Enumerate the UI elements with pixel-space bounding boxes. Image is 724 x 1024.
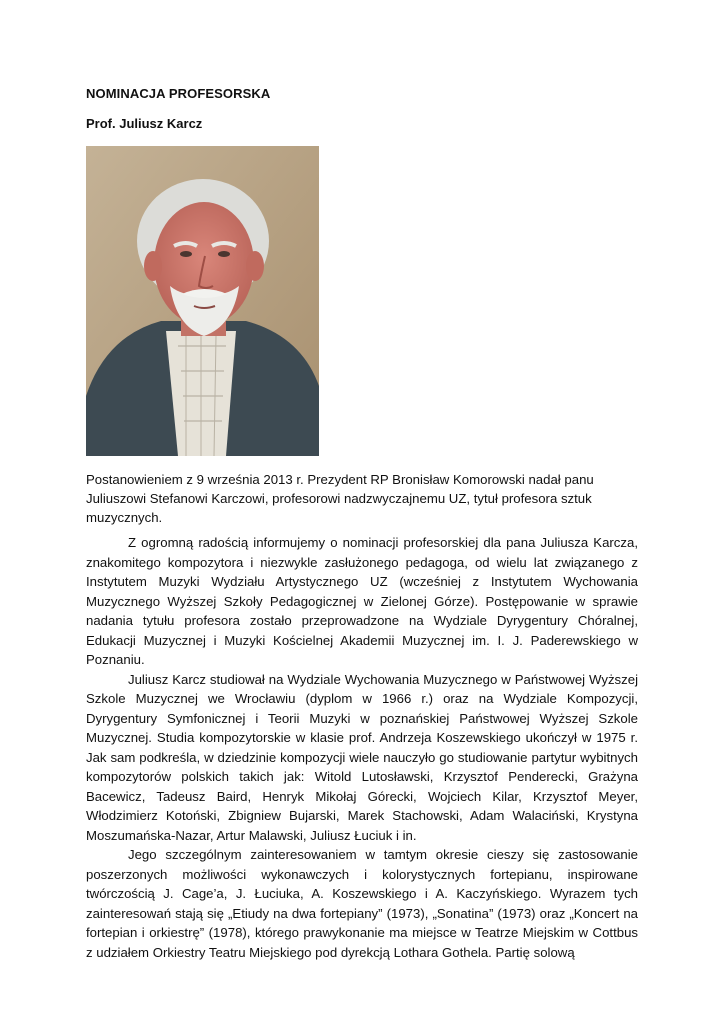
body-paragraph: Jego szczególnym zainteresowaniem w tamtym okresie cieszy się zastosowanie poszerzonych możliwości wykonawczych i kolorystycznych fortepianu, inspirowane twórczością J. Cage’a, J. Łuciuka, A. Koszewskiego i A. Kaczyńskiego. Wyrazem tych zainteresowań stają się „Etiudy na dwa fortepiany” (1973), „Sonatina” (1973) oraz „Koncert na fortepian i orkiestrę” (1978), którego prawykonanie ma miejsce w Teatrze Miejskim w Cottbus z udziałem Orkiestry Teatru Miejskiego pod dyrekcją Lothara Gothela. Partię solową — [86, 847, 638, 960]
body-paragraph: Z ogromną radością informujemy o nominacji profesorskiej dla pana Juliusza Karcza, znakomitego kompozytora i niezwykle zasłużonego pedagoga, od wielu lat związanego z Instytutem Muzyki Wydziału Artystycznego UZ (wcześniej z Instytutem Wychowania Muzycznego Wyższej Szkoły Pedagogicznej w Zielonej Górze). Postępowanie w sprawie nadania tytułu profesora zostało przeprowadzone na Wydziale Dyrygentury Chóralnej, Edukacji Muzycznej i Muzyki Kościelnej Akademii Muzycznej im. I. J. Paderewskiego w Poznaniu. — [86, 535, 638, 667]
portrait-photo — [86, 146, 319, 456]
person-name: Prof. Juliusz Karcz — [86, 116, 203, 131]
document-heading: NOMINACJA PROFESORSKA — [86, 86, 271, 101]
intro-paragraph: Postanowieniem z 9 września 2013 r. Prezydent RP Bronisław Komorowski nadał panu Juliuszowi Stefanowi Karczowi, profesorowi nadzwyczajnemu UZ, tytuł profesora sztuk muzycznych. — [86, 472, 594, 525]
body-paragraph: Juliusz Karcz studiował na Wydziale Wychowania Muzycznego w Państwowej Wyższej Szkole Muzycznej we Wrocławiu (dyplom w 1966 r.) oraz na Wydziale Kompozycji, Dyrygentury Symfonicznej i Teorii Muzyki w poznańskiej Państwowej Wyższej Szkole Muzycznej. Studia kompozytorskie w klasie prof. Andrzeja Koszewskiego ukończył w 1975 r. Jak sam podkreśla, w dziedzinie kompozycji wiele nauczyło go studiowanie partytur wybitnych kompozytorów polskich takich jak: Witold Lutosławski, Krzysztof Penderecki, Grażyna Bacewicz, Tadeusz Baird, Henryk Mikołaj Górecki, Wojciech Kilar, Krzysztof Meyer, Włodzimierz Kotoński, Zbigniew Bujarski, Marek Stachowski, Adam Walaciński, Krystyna Moszumańska-Nazar, Artur Malawski, Juliusz Łuciuk i in. — [86, 671, 638, 843]
portrait-image — [86, 146, 319, 456]
document-body — [86, 533, 638, 962]
